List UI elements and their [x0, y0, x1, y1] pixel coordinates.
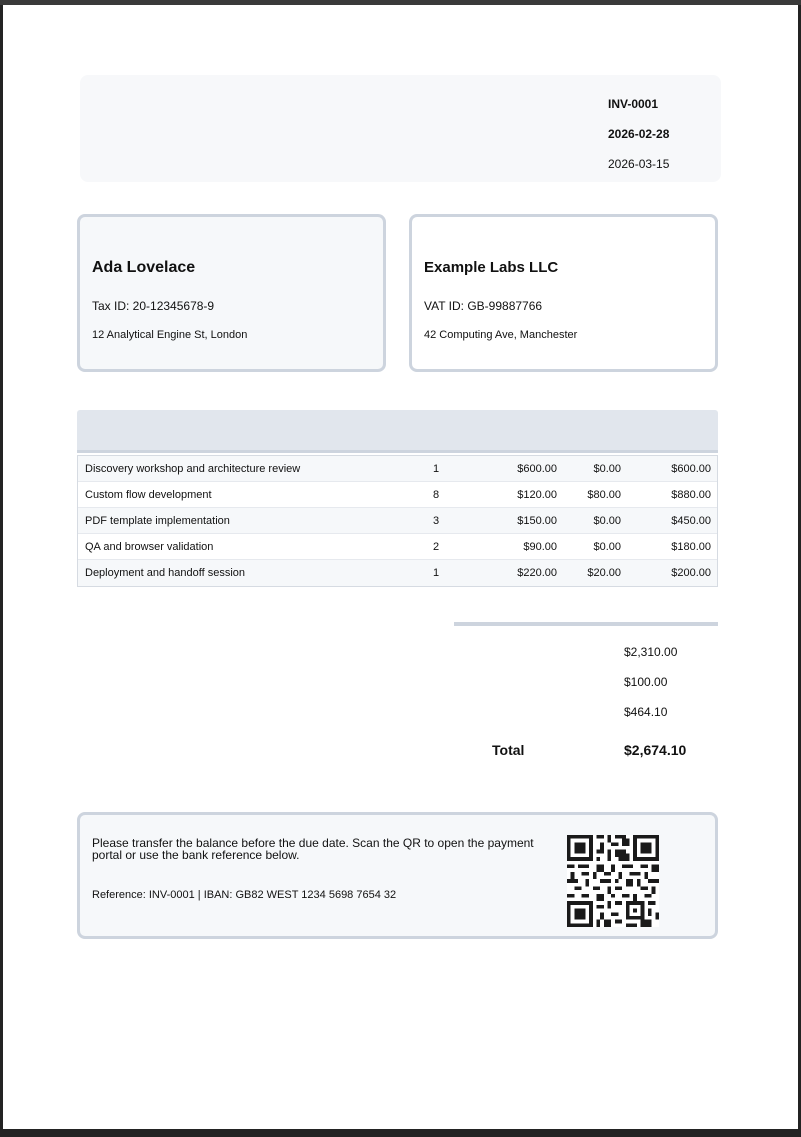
discount-total-value: $100.00 [624, 675, 668, 689]
issue-date: 2026-02-28 [608, 127, 670, 141]
item-description: Deployment and handoff session [85, 567, 246, 579]
recipient-name: Example Labs LLC [424, 259, 559, 276]
due-date: 2026-03-15 [608, 157, 670, 171]
item-total: $200.00 [671, 567, 711, 579]
item-description: QA and browser validation [85, 541, 214, 553]
item-unit-price: $90.00 [523, 541, 557, 553]
item-discount: $0.00 [593, 541, 621, 553]
item-qty: 2 [432, 541, 440, 553]
grand-total-value: $2,674.10 [624, 742, 687, 758]
table-row [78, 482, 717, 508]
item-discount: $80.00 [587, 489, 621, 501]
table-row [78, 508, 717, 534]
payment-reference: Reference: INV-0001 | IBAN: GB82 WEST 1234 5698 7654 32 [92, 889, 397, 901]
item-description: PDF template implementation [85, 515, 230, 527]
invoice-number: INV-0001 [608, 97, 659, 111]
tax-value: $464.10 [624, 705, 668, 719]
item-discount: $0.00 [593, 515, 621, 527]
item-qty: 8 [432, 489, 440, 501]
sender-address: 12 Analytical Engine St, London [92, 329, 248, 341]
grand-total-label: Total [492, 742, 525, 758]
invoice-page [3, 5, 798, 1129]
item-description: Custom flow development [85, 489, 212, 501]
item-unit-price: $150.00 [517, 515, 557, 527]
item-discount: $20.00 [587, 567, 621, 579]
recipient-address: 42 Computing Ave, Manchester [424, 329, 578, 341]
item-unit-price: $600.00 [517, 463, 557, 475]
payment-note: Please transfer the balance before the due date. Scan the QR to open the payment portal or use the bank reference below. [92, 836, 534, 862]
sender-name: Ada Lovelace [92, 259, 196, 276]
item-total: $180.00 [671, 541, 711, 553]
item-unit-price: $220.00 [517, 567, 557, 579]
subtotal-value: $2,310.00 [624, 645, 678, 659]
sender-tax-id: Tax ID: 20-12345678-9 [92, 299, 215, 313]
item-qty: 1 [432, 463, 440, 475]
item-total: $880.00 [671, 489, 711, 501]
qr-code-icon [567, 835, 659, 927]
item-total: $600.00 [671, 463, 711, 475]
table-row [78, 534, 717, 560]
sender-card [77, 214, 386, 372]
items-table-header [77, 410, 718, 450]
totals-rule [454, 622, 718, 626]
items-table-header-rule [77, 450, 718, 453]
invoice-header [80, 75, 721, 182]
recipient-vat-id: VAT ID: GB-99887766 [424, 299, 543, 313]
item-unit-price: $120.00 [517, 489, 557, 501]
item-qty: 3 [432, 515, 440, 527]
table-row [78, 456, 717, 482]
table-row [78, 560, 717, 586]
items-table [77, 455, 718, 587]
item-total: $450.00 [671, 515, 711, 527]
recipient-card [409, 214, 718, 372]
item-description: Discovery workshop and architecture review [85, 463, 301, 475]
item-qty: 1 [432, 567, 440, 579]
item-discount: $0.00 [593, 463, 621, 475]
payment-instructions-card [77, 812, 718, 939]
